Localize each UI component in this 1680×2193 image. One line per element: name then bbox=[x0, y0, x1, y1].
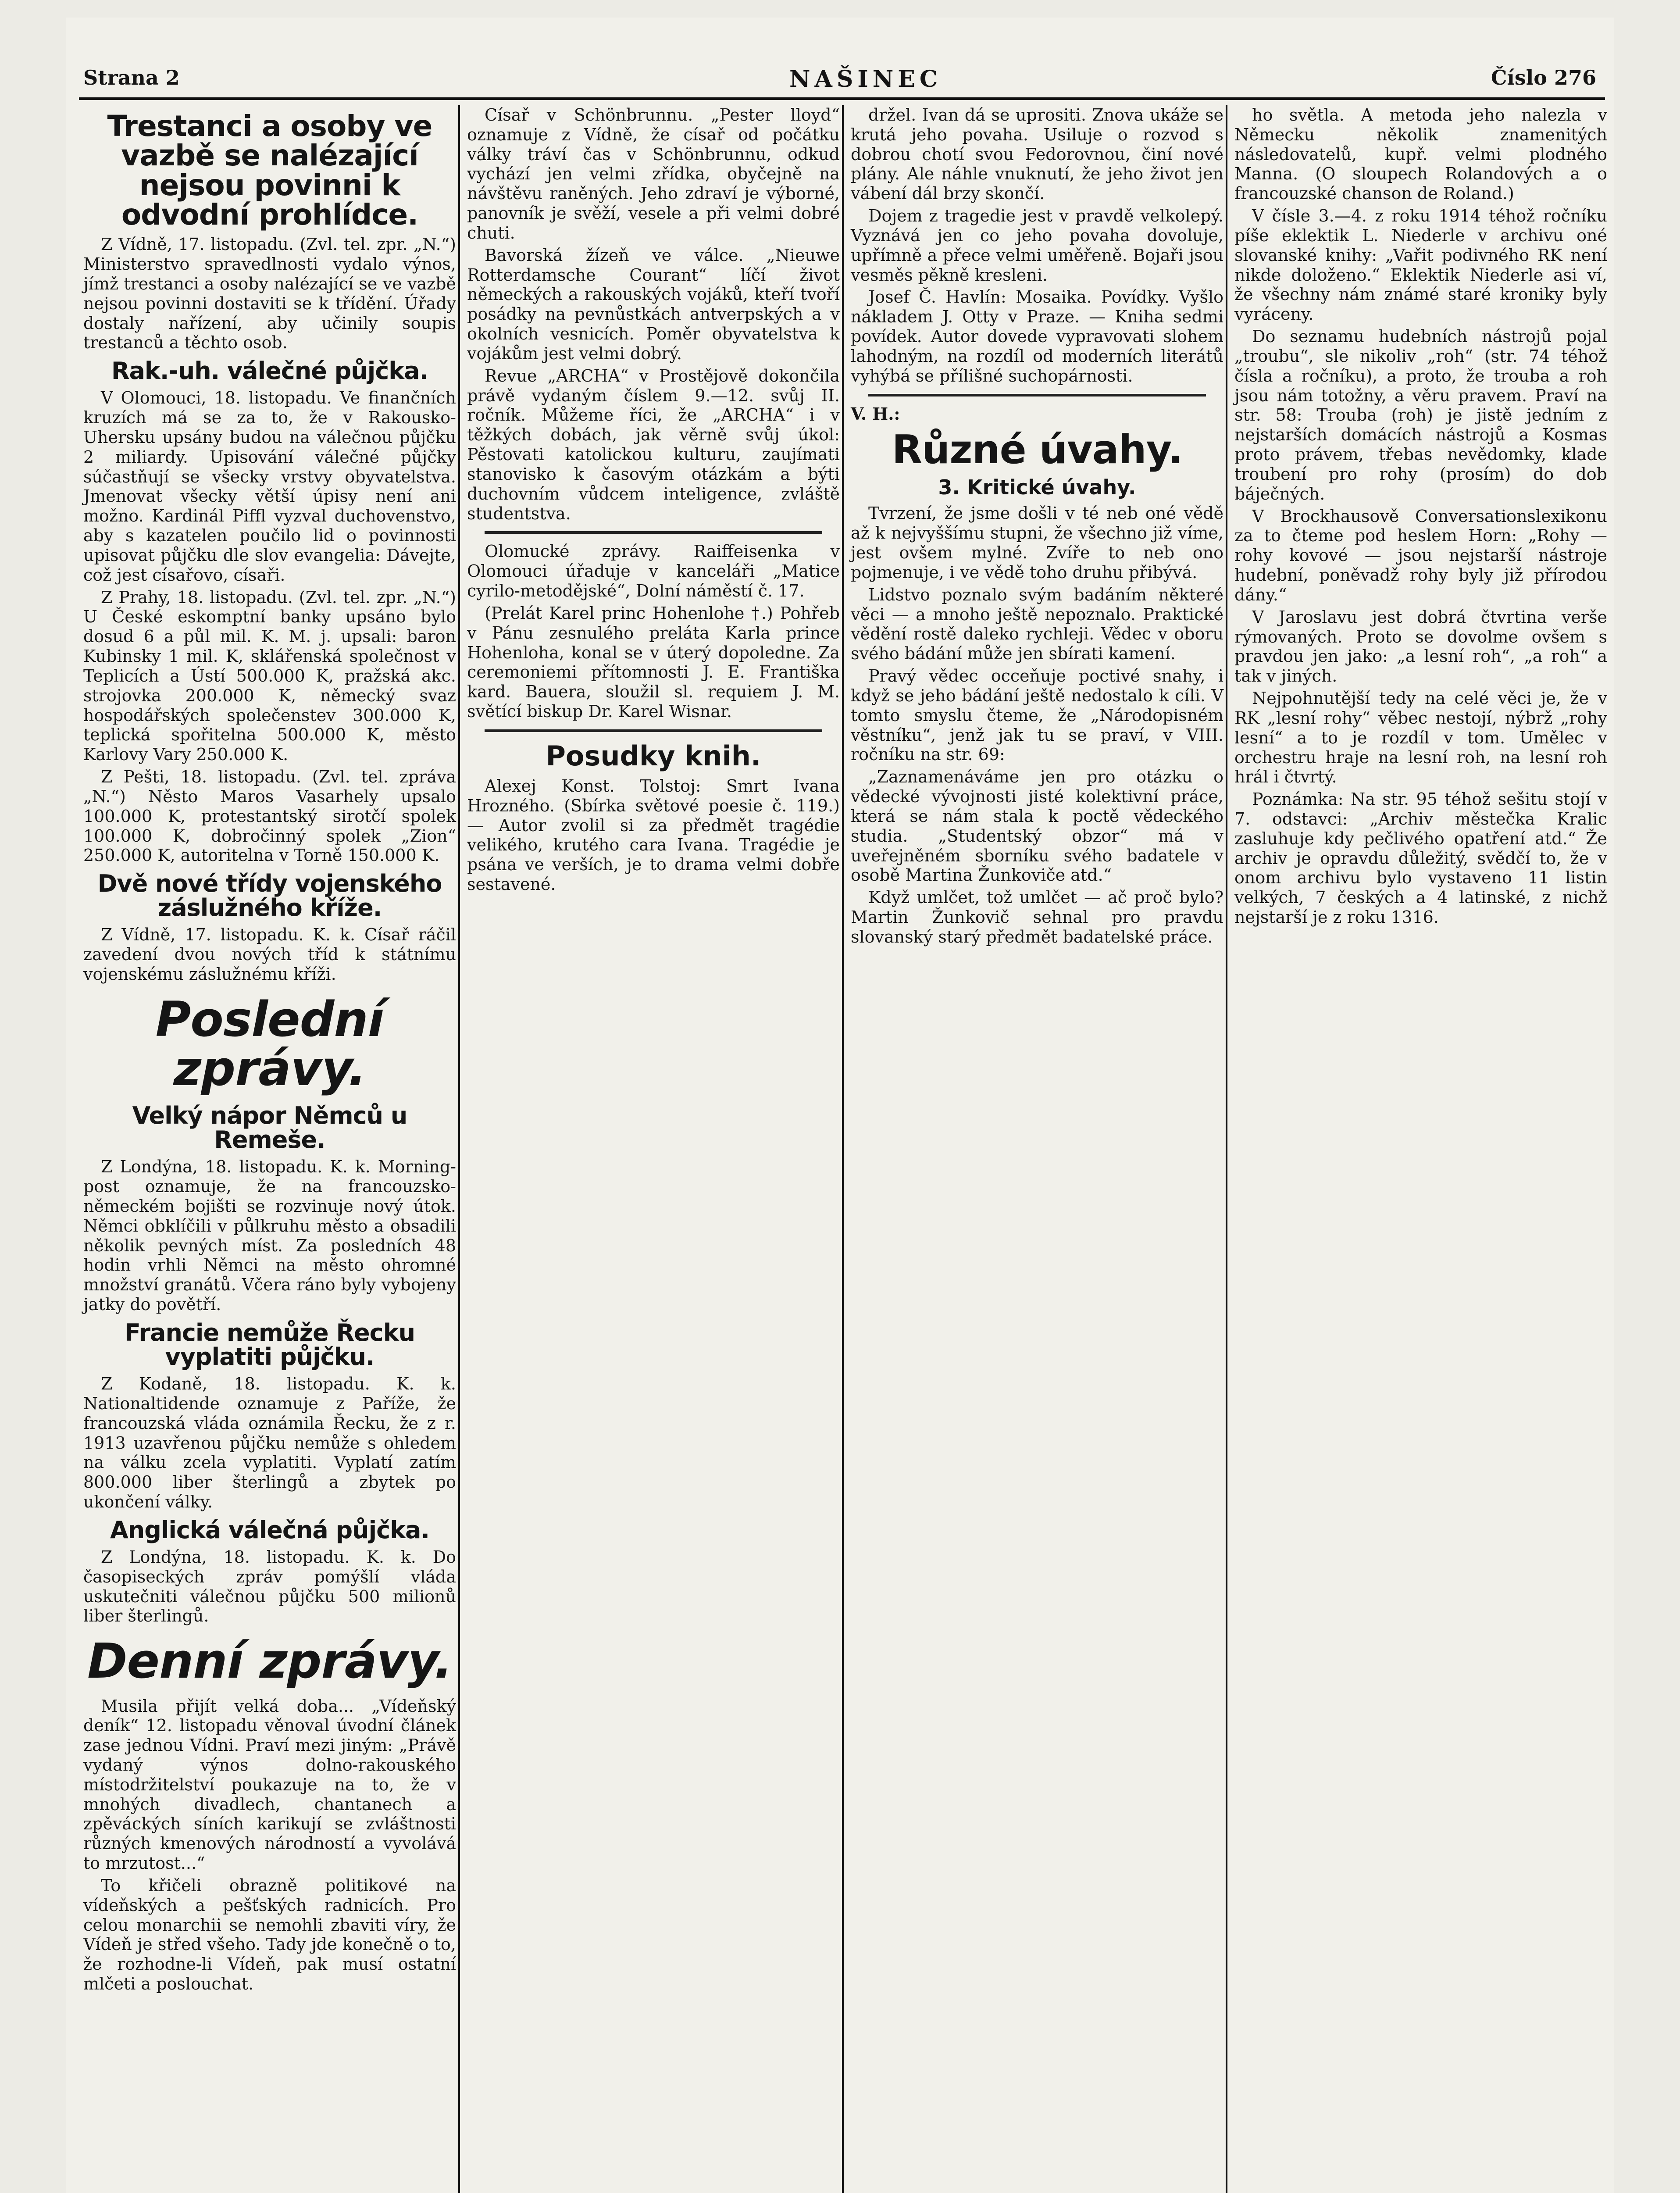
article-uvahy-5: Když umlčet, tož umlčet — ač proč bylo? Martin Žunkovič sehnal pro pravdu slovanský starý předmět badatelské práce. bbox=[851, 888, 1223, 946]
author-sign: V. H.: bbox=[851, 404, 900, 424]
column-rule-2 bbox=[842, 105, 844, 2193]
headline-tridy: Dvě nové třídy vojenského záslužného kříže. bbox=[97, 870, 442, 922]
article-uvahy-1: Tvrzení, že jsme došli v té neb oné vědě až k nejvyššímu stupni, že všechno již víme, jest ovšem mylné. Zvíře to neb ono pojmenuje, i ve vědě toho druhu přibývá. bbox=[851, 504, 1223, 582]
headline-anglicka: Anglická válečná půjčka. bbox=[110, 1516, 430, 1544]
article-olomucke: Olomucké zprávy. Raiffeisenka v Olomouci úřaduje v kanceláři „Matice cyrilo-metodějské“, Dolní náměstí č. 17. bbox=[467, 542, 840, 601]
article-rk-3: Do seznamu hudebních nástrojů pojal „troubu“, sle nikoliv „roh“ (str. 74 téhož čísla a ročníku), a proto, že trouba a roh jsou nám totožny, a věru pravem. Praví na str. 58: Trouba (roh) je jistě jedním z nejstarších domácích nástrojů a Kosmas proto právem, třebas nevědomky, klade troubení pro rohy (prosím) do dob báječných. bbox=[1234, 327, 1607, 504]
article-pujcka-2: Z Prahy, 18. listopadu. (Zvl. tel. zpr. „N.“) U České eskomptní banky upsáno bylo dosud 6 a půl mil. K. M. j. upsali: baron Kubinsky 1 mil. K, sklářenská společnost v Teplicích a Ústí 500.000 K, pražská akc. strojovka 200.000 K, německý svaz hospodářských společenstev 300.000 K, teplická spořitelna 500.000 K, město Karlovy Vary 250.000 K. bbox=[83, 587, 456, 764]
article-recko: Z Kodaně, 18. listopadu. K. k. Nationaltidende oznamuje z Paříže, že francouzská vláda oznámila Řecku, že z r. 1913 uzavřenou půjčku nemůže s ohledem na válku zcela vyplatiti. Vyplatí zatím 800.000 liber šterlingů a zbytek po ukončení války. bbox=[83, 1374, 456, 1512]
article-rk-5: V Jaroslavu jest dobrá čtvrtina verše rýmovaných. Proto se dovolme ovšem s pravdou jen jako: „a lesní roh“, „a roh“ a tak v jiných. bbox=[1234, 607, 1607, 686]
divider bbox=[485, 531, 822, 534]
article-napor: Z Londýna, 18. listopadu. K. k. Morning-post oznamuje, že na francouzsko-německém bojišti se rozvinuje nový útok. Němci obklíčili v půlkruhu město a obsadili několik pevných míst. Za posledních 48 hodin vrhli Němci na město ohromné množství granátů. Včera ráno byly vybojeny jatky do povětří. bbox=[83, 1157, 456, 1314]
article-rk-2: V čísle 3.—4. z roku 1914 téhož ročníku píše eklektik L. Niederle v archivu oné slovanské knihy: „Vařit podivného RK není nikde doloženo.“ Eklektik Niederle asi ví, že všechny nám známé staré kroniky byly vyráceny. bbox=[1234, 206, 1607, 324]
column-4 bbox=[1234, 105, 1607, 930]
article-denni-1: Musila přijít velká doba... „Vídeňský deník“ 12. listopadu věnoval úvodní článek zase jednou Vídni. Praví mezi jiným: „Právě vydaný výnos dolno-rakouského místodržitelství poukazuje na to, že v mnohých divadlech, chantanech a zpěváckých síních karikují se zvláštnosti různých kmenových národností a vyvolává to mrzutost...“ bbox=[83, 1696, 456, 1873]
subheadline-kriticke: 3. Kritické úvahy. bbox=[938, 475, 1136, 500]
page-number-left: Strana 2 bbox=[83, 66, 180, 89]
article-anglicka: Z Londýna, 18. listopadu. K. k. Do časopiseckých zpráv pomýšlí vláda uskutečniti válečnou půjčku 500 milionů liber šterlingů. bbox=[83, 1547, 456, 1626]
headline-denni-zpravy: Denní zprávy. bbox=[87, 1633, 452, 1689]
divider bbox=[485, 729, 822, 732]
article-trestanci: Z Vídně, 17. listopadu. (Zvl. tel. zpr. „N.“) Ministerstvo spravedlnosti vydalo výnos, jímž trestanci a osoby nalézající se ve vazbě nejsou povinni dostaviti se k třídění. Úřady dostaly nařízení, aby učinily soupis trestanců a těchto osob. bbox=[83, 235, 456, 353]
article-uvahy-3: Pravý vědec occeňuje poctivé snahy, i když se jeho bádání ještě nedostalo k cíli. V tomto smyslu čteme, že „Národopisném věstníku“, jenž jak tu se praví, v VIII. ročníku na str. 69: bbox=[851, 666, 1223, 764]
article-tridy: Z Vídně, 17. listopadu. K. k. Císař ráčil zavedení dvou nových tříd k státnímu vojenskému záslužnému kříži. bbox=[83, 925, 456, 984]
article-tolstoj: Alexej Konst. Tolstoj: Smrt Ivana Hrozného. (Sbírka světové poesie č. 119.) — Autor zvolil si za předmět tragédie velikého, krutého cara Ivana. Tragédie je psána ve verších, je to drama velmi dobře sestavené. bbox=[467, 776, 840, 894]
article-rk-4: V Brockhausově Conversationslexikonu za to čteme pod heslem Horn: „Rohy — rohy kovové — jsou nejstarší nástroje hudební, poněvadž rohy byly již přírodou dány.“ bbox=[1234, 506, 1607, 604]
article-rk-6: Nejpohnutější tedy na celé věci je, že v RK „lesní rohy“ věbec nestojí, nýbrž „rohy lesní“ a to je rozdíl v tom. Umělec v orchestru hraje na lesní roh, na lesní roh hrál i čtvrtý. bbox=[1234, 689, 1607, 787]
article-havlin: Josef Č. Havlín: Mosaika. Povídky. Vyšlo nákladem J. Otty v Praze. — Kniha sedmi povídek. Autor dovede vypravovati slohem lahodným, na rozdíl od moderních literátů vyhýbá se přílišné suchopárnosti. bbox=[851, 287, 1223, 386]
article-pujcka-3: Z Pešti, 18. listopadu. (Zvl. tel. zpráva „N.“) Něsto Maros Vasarhely upsalo 100.000 K, protestantský sirotčí spolek 100.000 K, dobročinný spolek „Zion“ 250.000 K, autoritelna v Torně 150.000 K. bbox=[83, 767, 456, 865]
headline-trestanci: Trestanci a osoby ve vazbě se nalézající nejsou povinni k odvodní prohlídce. bbox=[107, 109, 432, 232]
headline-ruzne-uvahy: Různé úvahy. bbox=[892, 427, 1183, 473]
headline-posudky: Posudky knih. bbox=[546, 739, 761, 772]
article-archa: Revue „ARCHA“ v Prostějově dokončila právě vydaným číslem 9.—12. svůj II. ročník. Můžeme říci, že „ARCHA“ i v těžkých dobách, jak věrně svůj úkol: Pěstovati katolickou kulturu, zaujímati stanovisko k časovým otázkám a býti duchovním vůdcem inteligence, zvláště studentstva. bbox=[467, 366, 840, 523]
article-denni-2: To křičeli obrazně politikové na vídeňských a pešťských radnicích. Pro celou monarchii se nemohli zbaviti víry, že Vídeň je střed všeho. Tady jde konečně o to, že rozhodne-li Vídeň, pak musí ostatní mlčeti a poslouchat. bbox=[83, 1875, 456, 1994]
article-rk-note: Poznámka: Na str. 95 téhož sešitu stojí v 7. odstavci: „Archiv městečka Kralic zasluhuje kdy pečlivého opatření atd.“ Že archiv je opravdu důležitý, svědčí to, že v onom archivu bylo vystaveno 11 listin velkých, 7 českých a 4 latinské, z nichž nejstarší je z roku 1316. bbox=[1234, 789, 1607, 927]
masthead bbox=[66, 66, 1614, 96]
article-hohenlohe: (Prelát Karel princ Hohenlohe †.) Pohřeb v Pánu zesnulého preláta Karla prince Hohenloha, konal se v úterý dopoledne. Za ceremoniemi přítomnosti J. E. Františka kard. Bauera, sloužil sl. requiem J. M. světící biskup Dr. Karel Wisnar. bbox=[467, 603, 840, 721]
article-cisar: Císař v Schönbrunnu. „Pester lloyd“ oznamuje z Vídně, že císař od počátku války tráví čas v Schönbrunnu, odkud vychází jen velmi zřídka, obyčejně na návštěvu raněných. Jeho zdraví je výborné, panovník je svěží, vesele a při velmi dobré chuti. bbox=[467, 105, 840, 243]
divider bbox=[868, 394, 1206, 396]
column-1 bbox=[83, 105, 456, 1997]
column-3 bbox=[851, 105, 1223, 950]
page-number-right: Číslo 276 bbox=[1491, 66, 1596, 89]
article-rk-1: ho světla. A metoda jeho nalezla v Německu několik znamenitých následovatelů, kupř. velmi plodného Manna. (O sloupech Rolandových a o francouzské chanson de Roland.) bbox=[1234, 105, 1607, 204]
article-tolstoj-cont-1: držel. Ivan dá se uprositi. Znova ukáže se krutá jeho povaha. Usiluje o rozvod s dobrou chotí svou Fedorovnou, činí nové plány. Ale náhle vnuknutí, že jeho život jen vábení dál brzy skončí. bbox=[851, 105, 1223, 204]
headline-posledni-zpravy: Poslední zprávy. bbox=[155, 991, 384, 1096]
article-bavorska: Bavorská žízeň ve válce. „Nieuwe Rotterdamsche Courant“ líčí život německých a rakouských vojáků, kteří tvoří posádky na pevnůstkách antverpských a v okolních vesnicích. Poměr obyvatelstva k vojákům jest velmi dobrý. bbox=[467, 245, 840, 363]
article-uvahy-4: „Zaznamenáváme jen pro otázku o vědecké vývojnosti jisté kolektivní práce, která se nám stala k poctě vědeckého studia. „Studentský obzor“ má v uveřejněném sborníku svého badatele v osobě Martina Žunkoviče atd.“ bbox=[851, 767, 1223, 885]
article-uvahy-2: Lidstvo poznalo svým badáním některé věci — a mnoho ještě nepoznalo. Praktické vědění rostě daleko rychleji. Vědec v oboru svého bádání může jen sbírati kamení. bbox=[851, 585, 1223, 664]
column-rule-3 bbox=[1226, 105, 1227, 2193]
header-rule bbox=[79, 97, 1605, 100]
column-2 bbox=[467, 105, 840, 897]
newspaper-title: NAŠINEC bbox=[789, 66, 942, 93]
headline-pujcka: Rak.-uh. válečné půjčka. bbox=[111, 357, 428, 385]
article-pujcka-1: V Olomouci, 18. listopadu. Ve finančních kruzích má se za to, že v Rakousko-Uhersku upsány budou na válečnou půjčku 2 miliardy. Upisování válečné půjčky súčastňují se všecky vrstvy obyvatelstva. Jmenovat všecky větší úpisy není ani možno. Kardinál Piffl vyzval duchovenstvo, aby s kazatelen poučilo lid o povinnosti upisovat půjčku dle slov evangelia: Dávejte, což jest císařovo, císaři. bbox=[83, 388, 456, 585]
article-tolstoj-cont-2: Dojem z tragedie jest v pravdě velkolepý. Vyznává jen co jeho povaha dovoluje, upřímně a přece velmi uměřeně. Bojaři jsou vesměs pěkně kresleni. bbox=[851, 206, 1223, 285]
headline-recko: Francie nemůže Řecku vyplatiti půjčku. bbox=[124, 1318, 415, 1371]
headline-napor: Velký nápor Němců u Remeše. bbox=[132, 1102, 407, 1154]
column-rule-1 bbox=[458, 105, 460, 2193]
